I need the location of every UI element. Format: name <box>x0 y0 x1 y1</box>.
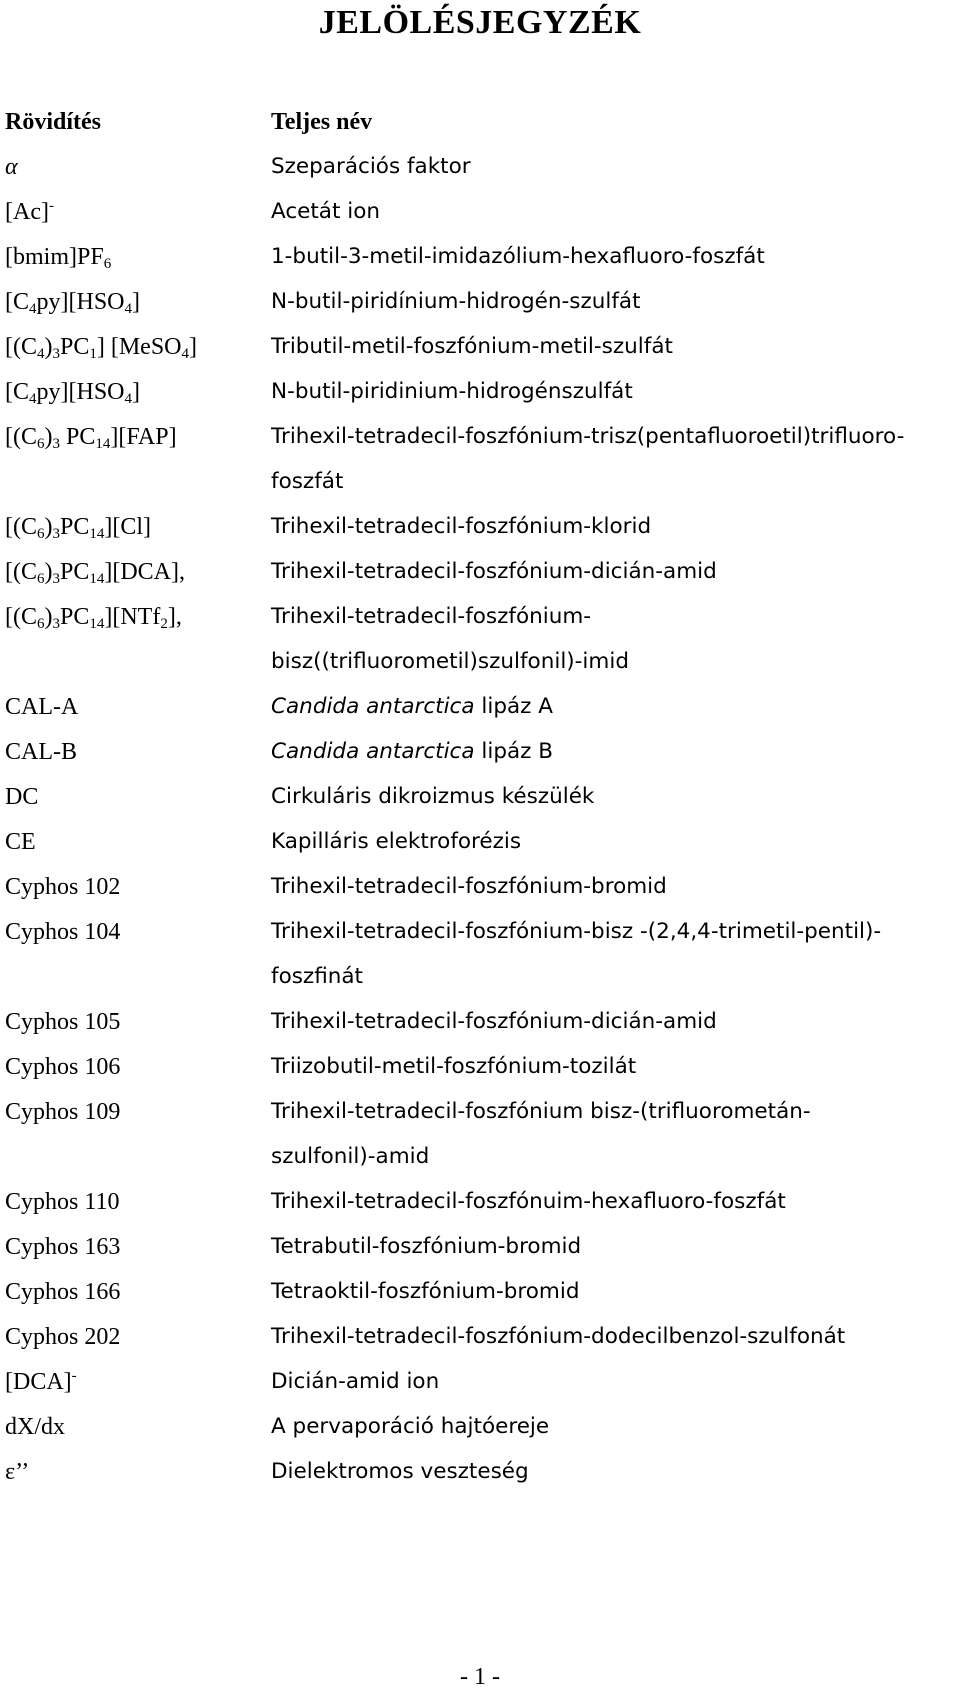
abbreviation-cell <box>5 282 140 322</box>
header-abbreviation: Rövidítés <box>5 109 101 135</box>
abbreviation-cell: Cyphos 104 <box>5 919 121 945</box>
table-row <box>0 1317 960 1357</box>
table-row <box>0 1452 960 1492</box>
table-row <box>0 1047 960 1087</box>
full-name-cell: 1-butil-3-metil-imidazólium-hexafluoro-foszfát <box>271 244 765 269</box>
full-name-rest: lipáz B <box>474 739 554 764</box>
table-row <box>0 372 960 412</box>
full-name-cell: Trihexil-tetradecil-foszfónium-klorid <box>271 514 652 539</box>
full-name-cell: Tetrabutil-foszfónium-bromid <box>271 1234 582 1259</box>
formula-text: ], <box>167 604 182 630</box>
table-row <box>0 552 960 592</box>
abbreviation-cell: Cyphos 105 <box>5 1009 121 1035</box>
table-row <box>0 1362 960 1402</box>
formula-text: ] <box>132 379 140 405</box>
abbreviation-cell <box>5 1362 77 1402</box>
abbreviation-cell <box>5 237 111 277</box>
subscript: 4 <box>37 346 45 362</box>
subscript: 3 <box>52 436 60 452</box>
species-name: Candida antarctica <box>271 739 475 764</box>
formula-text: PC <box>60 424 96 450</box>
abbreviation-cell <box>5 372 140 412</box>
abbreviation-cell: ε’’ <box>5 1459 30 1485</box>
abbreviation-cell: Cyphos 110 <box>5 1189 120 1215</box>
abbreviation-cell: dX/dx <box>5 1414 65 1440</box>
abbreviation-cell: DC <box>5 784 39 810</box>
formula-text: PC <box>60 514 90 540</box>
subscript: 1 <box>89 346 97 362</box>
table-row <box>0 417 960 457</box>
abbreviation-cell: CAL-B <box>5 739 77 765</box>
full-name-cell: Tetraoktil-foszfónium-bromid <box>271 1279 580 1304</box>
table-row <box>0 507 960 547</box>
subscript: 6 <box>37 526 45 542</box>
full-name-continuation: foszfinát <box>271 964 363 989</box>
full-name-cell <box>271 687 553 727</box>
full-name-cell: Trihexil-tetradecil-foszfónium-dodecilbenzol-szulfonát <box>271 1324 846 1349</box>
formula-text: [C <box>5 379 29 405</box>
formula-text: ] [MeSO <box>96 334 182 360</box>
abbreviation-cell: CAL-A <box>5 694 79 720</box>
full-name-cell: A pervaporáció hajtóereje <box>271 1414 550 1439</box>
formula-text: [bmim]PF <box>5 244 104 270</box>
subscript: 4 <box>181 346 190 362</box>
abbreviation-cell <box>5 507 151 547</box>
formula-text: α <box>5 154 18 180</box>
table-row <box>0 597 960 637</box>
full-name-cell <box>271 732 553 772</box>
full-name-cell: Dicián-amid ion <box>271 1369 440 1394</box>
full-name-cell: Trihexil-tetradecil-foszfónium-trisz(pentafluoroetil)trifluoro- <box>271 424 905 449</box>
table-header-row <box>0 102 960 142</box>
formula-text: ][Cl] <box>104 514 152 540</box>
formula-text: py][HSO <box>36 379 125 405</box>
abbreviation-cell <box>5 417 177 457</box>
formula-text: py][HSO <box>36 289 125 315</box>
formula-text: PC <box>60 334 90 360</box>
table-row <box>0 147 960 187</box>
formula-text: [(C <box>5 604 37 630</box>
full-name-continuation: szulfonil)-amid <box>271 1144 430 1169</box>
formula-text: [(C <box>5 334 37 360</box>
subscript: 14 <box>89 616 105 632</box>
subscript: 4 <box>124 391 132 407</box>
full-name-cell: Trihexil-tetradecil-foszfónium-bisz -(2,4,4-trimetil-pentil)- <box>271 919 882 944</box>
formula-text: [(C <box>5 514 37 540</box>
subscript: 3 <box>52 526 60 542</box>
table-row <box>0 1272 960 1312</box>
subscript: 2 <box>160 616 168 632</box>
formula-text: PC <box>60 559 90 585</box>
full-name-cell: Trihexil-tetradecil-foszfónium-dicián-amid <box>271 559 717 584</box>
abbreviation-cell: Cyphos 102 <box>5 874 121 900</box>
subscript: 14 <box>89 571 105 587</box>
full-name-cell: Trihexil-tetradecil-foszfónium bisz-(trifluorometán- <box>271 1099 811 1124</box>
table-row <box>0 822 960 862</box>
subscript: 4 <box>29 301 37 317</box>
subscript: 6 <box>37 571 45 587</box>
formula-text: [(C <box>5 559 37 585</box>
full-name-cell: Trihexil-tetradecil-foszfónium-dicián-amid <box>271 1009 717 1034</box>
subscript: 4 <box>124 301 132 317</box>
formula-text: ) <box>44 559 53 585</box>
full-name-cell: Acetát ion <box>271 199 381 224</box>
abbreviation-cell <box>5 147 18 187</box>
formula-text: ] <box>132 289 140 315</box>
superscript: - <box>71 1368 77 1384</box>
formula-text: ] <box>189 334 198 360</box>
table-row <box>0 282 960 322</box>
abbreviation-cell: Cyphos 109 <box>5 1099 121 1125</box>
formula-text: [Ac] <box>5 199 49 225</box>
full-name-continuation: bisz((trifluorometil)szulfonil)-imid <box>271 649 629 674</box>
formula-text: PC <box>60 604 90 630</box>
formula-text: [(C <box>5 424 37 450</box>
superscript: - <box>48 198 54 214</box>
header-full-name: Teljes név <box>271 109 373 135</box>
abbreviation-cell: Cyphos 163 <box>5 1234 121 1260</box>
subscript: 14 <box>89 526 105 542</box>
subscript: 14 <box>95 436 111 452</box>
full-name-cell: Trihexil-tetradecil-foszfónium-bromid <box>271 874 667 899</box>
abbreviation-cell <box>5 552 185 592</box>
full-name-continuation: foszfát <box>271 469 344 494</box>
table-row <box>0 237 960 277</box>
formula-text: ) <box>44 424 53 450</box>
table-row <box>0 1002 960 1042</box>
full-name-rest: lipáz A <box>474 694 553 719</box>
species-name: Candida antarctica <box>271 694 475 719</box>
full-name-cell: Trihexil-tetradecil-foszfónium- <box>271 604 592 629</box>
formula-text: ) <box>44 604 53 630</box>
formula-text: [C <box>5 289 29 315</box>
table-row <box>0 912 960 952</box>
table-row <box>0 1182 960 1222</box>
full-name-cell: Dielektromos veszteség <box>271 1459 529 1484</box>
table-row <box>0 192 960 232</box>
table-row <box>0 327 960 367</box>
full-name-cell: Szeparációs faktor <box>271 154 471 179</box>
subscript: 6 <box>37 616 45 632</box>
full-name-cell: Cirkuláris dikroizmus készülék <box>271 784 595 809</box>
full-name-cell: N-butil-piridinium-hidrogénszulfát <box>271 379 633 404</box>
abbreviation-cell: Cyphos 202 <box>5 1324 121 1350</box>
abbreviation-cell <box>5 327 197 367</box>
abbreviation-cell: Cyphos 106 <box>5 1054 121 1080</box>
subscript: 3 <box>52 616 60 632</box>
full-name-cell: Tributil-metil-foszfónium-metil-szulfát <box>271 334 673 359</box>
page-title: JELÖLÉSJEGYZÉK <box>318 4 642 41</box>
formula-text: ][FAP] <box>110 424 177 450</box>
table-row <box>0 867 960 907</box>
full-name-cell: Trihexil-tetradecil-foszfónuim-hexafluoro-foszfát <box>271 1189 786 1214</box>
subscript: 3 <box>52 571 60 587</box>
subscript: 4 <box>29 391 37 407</box>
full-name-cell: Triizobutil-metil-foszfónium-tozilát <box>271 1054 637 1079</box>
abbreviation-cell <box>5 597 182 637</box>
abbreviation-cell <box>5 192 54 232</box>
abbreviation-cell: Cyphos 166 <box>5 1279 121 1305</box>
page-number: - 1 - <box>460 1664 500 1690</box>
table-row <box>0 1092 960 1132</box>
formula-text: ][DCA], <box>104 559 186 585</box>
formula-text: [DCA] <box>5 1369 72 1395</box>
subscript: 3 <box>52 346 60 362</box>
formula-text: ][NTf <box>104 604 161 630</box>
table-row <box>0 687 960 727</box>
table-row <box>0 1227 960 1267</box>
full-name-cell: N-butil-piridínium-hidrogén-szulfát <box>271 289 641 314</box>
table-row <box>0 732 960 772</box>
table-row <box>0 1407 960 1447</box>
full-name-cell: Kapilláris elektroforézis <box>271 829 522 854</box>
formula-text: ) <box>44 334 53 360</box>
subscript: 6 <box>37 436 45 452</box>
subscript: 6 <box>103 256 112 272</box>
formula-text: ) <box>44 514 53 540</box>
table-row <box>0 777 960 817</box>
abbreviation-cell: CE <box>5 829 36 855</box>
